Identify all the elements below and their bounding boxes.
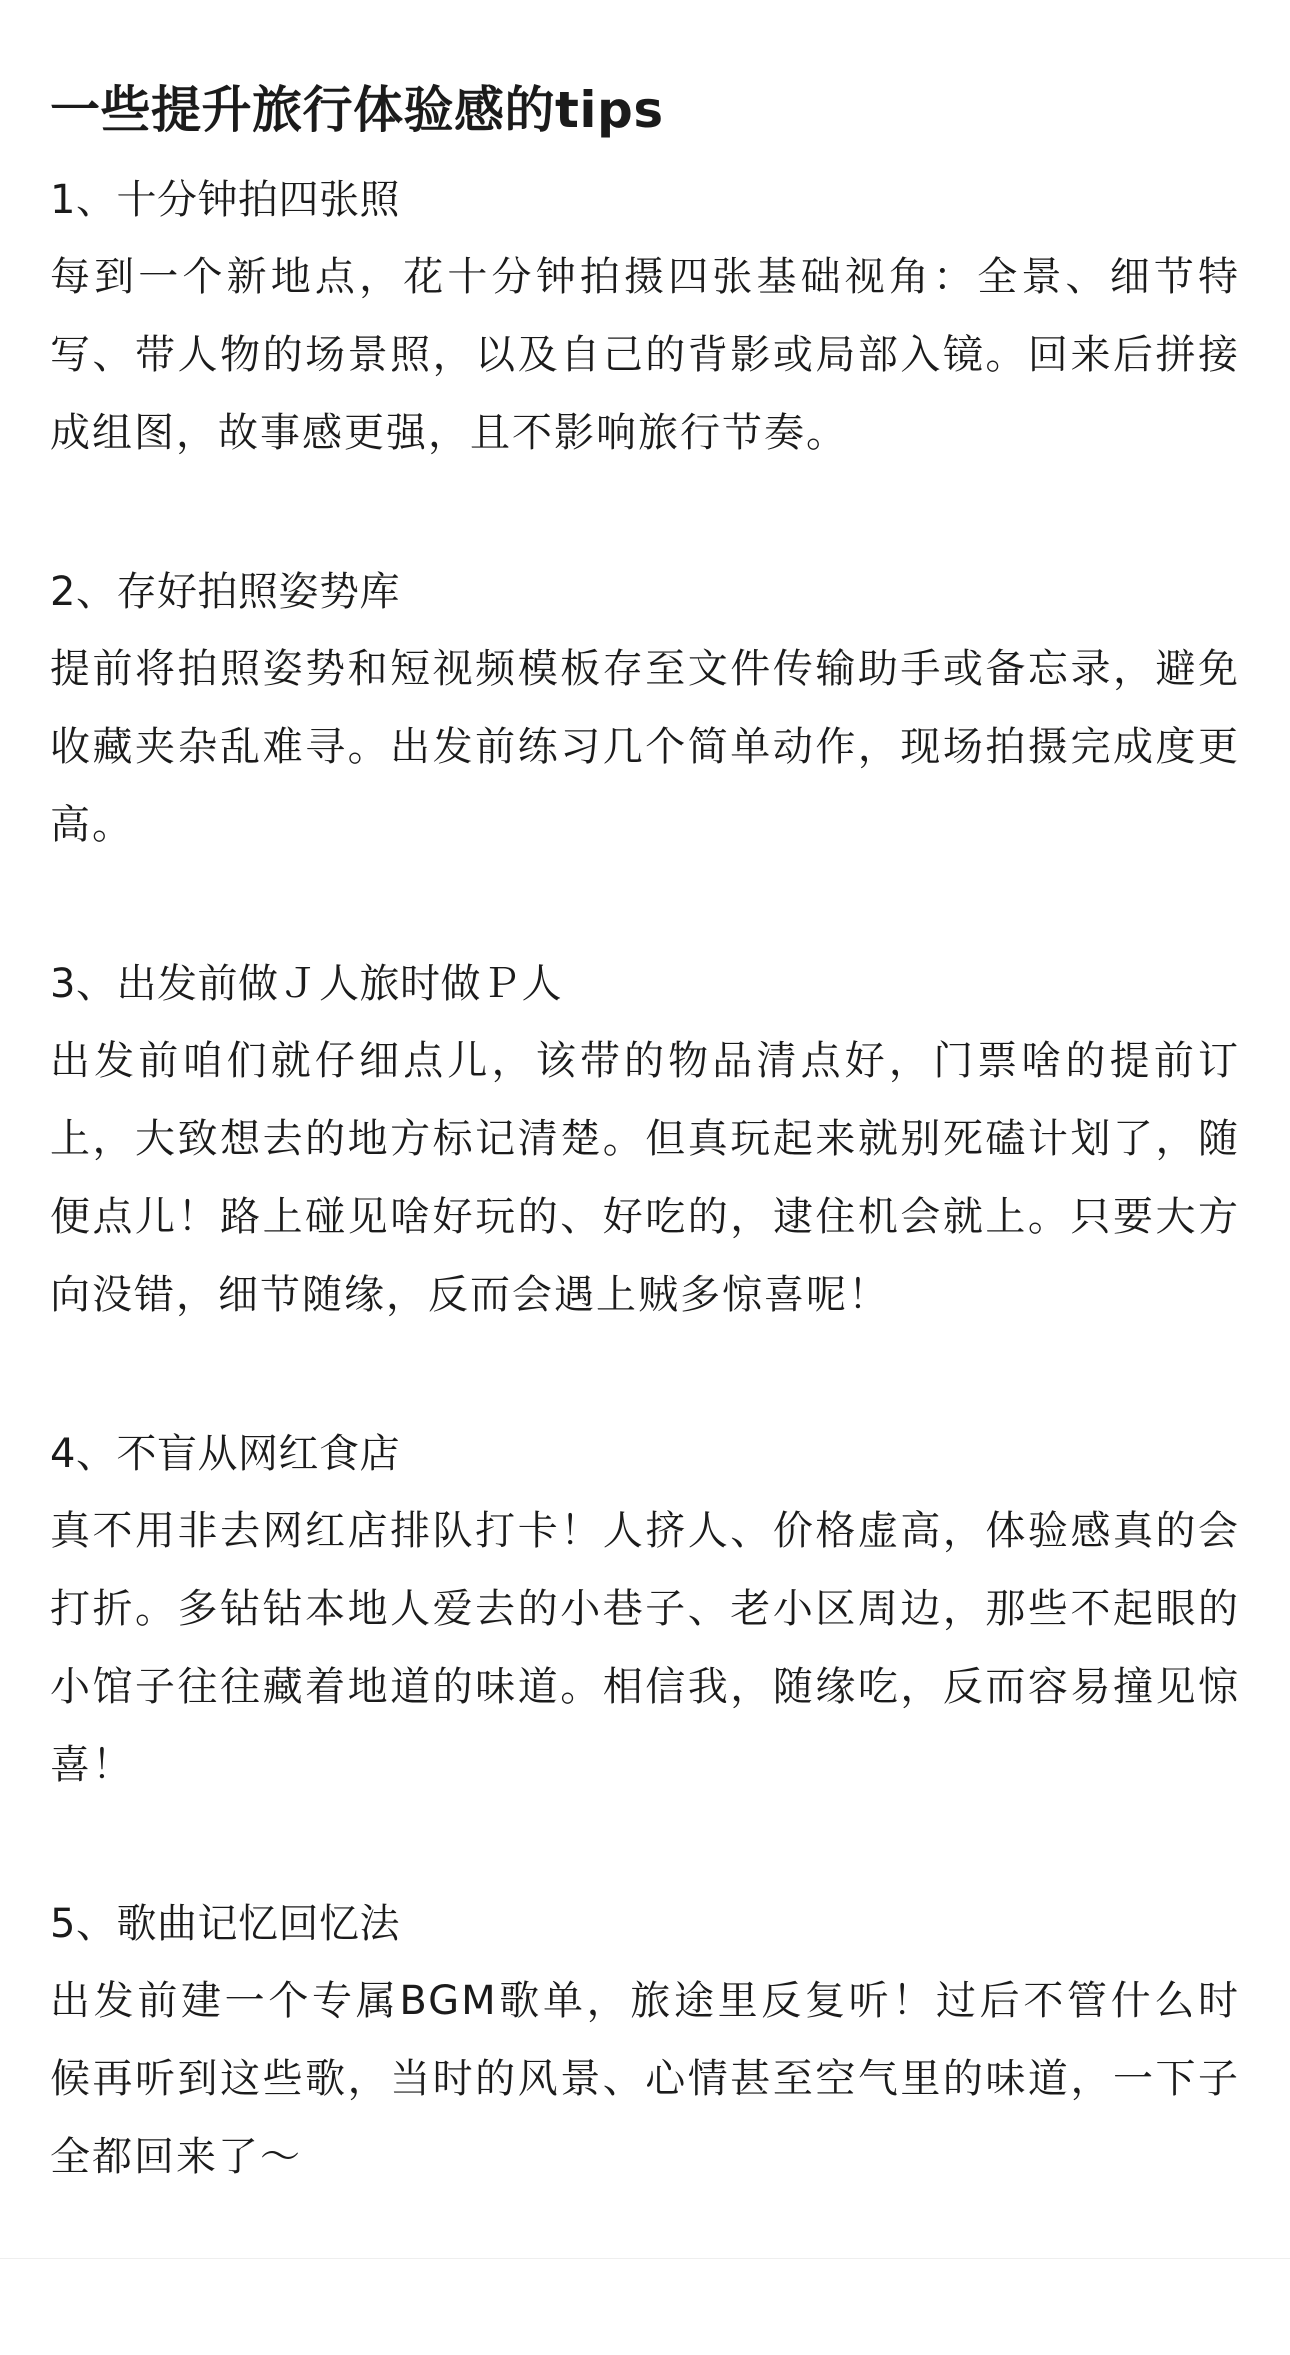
tip-body: 真不用非去网红店排队打卡！人挤人、价格虚高，体验感真的会打折。多钻钻本地人爱去的小巷子、老小区周边，那些不起眼的小馆子往往藏着地道的味道。相信我，随缘吃，反而容易撞见惊喜！: [50, 1508, 1240, 1788]
tip-item: [50, 162, 1240, 472]
tip-item: [50, 554, 1240, 864]
tip-body: 出发前建一个专属BGM歌单，旅途里反复听！过后不管什么时候再听到这些歌，当时的风景、心情甚至空气里的味道，一下子全都回来了～: [50, 1978, 1240, 2180]
tip-heading: 3、出发前做Ｊ人旅时做Ｐ人: [50, 961, 562, 1007]
tip-item: [50, 1416, 1240, 1804]
tip-heading: 4、不盲从网红食店: [50, 1431, 400, 1477]
bottom-divider: [0, 2258, 1290, 2259]
article-title: 一些提升旅行体验感的tips: [50, 81, 664, 139]
tip-heading: 1、十分钟拍四张照: [50, 177, 400, 223]
tip-item: [50, 1886, 1240, 2196]
tip-heading: 2、存好拍照姿势库: [50, 569, 400, 615]
tip-item: [50, 946, 1240, 1334]
tip-body: 出发前咱们就仔细点儿，该带的物品清点好，门票啥的提前订上，大致想去的地方标记清楚。但真玩起来就别死磕计划了，随便点儿！路上碰见啥好玩的、好吃的，逮住机会就上。只要大方向没错，细节随缘，反而会遇上贼多惊喜呢！: [50, 1038, 1240, 1318]
tip-body: 每到一个新地点，花十分钟拍摄四张基础视角：全景、细节特写、带人物的场景照，以及自己的背影或局部入镜。回来后拼接成组图，故事感更强，且不影响旅行节奏。: [50, 254, 1240, 456]
article: [50, 70, 1240, 2196]
tip-body: 提前将拍照姿势和短视频模板存至文件传输助手或备忘录，避免收藏夹杂乱难寻。出发前练习几个简单动作，现场拍摄完成度更高。: [50, 646, 1240, 848]
tip-heading: 5、歌曲记忆回忆法: [50, 1901, 400, 1947]
